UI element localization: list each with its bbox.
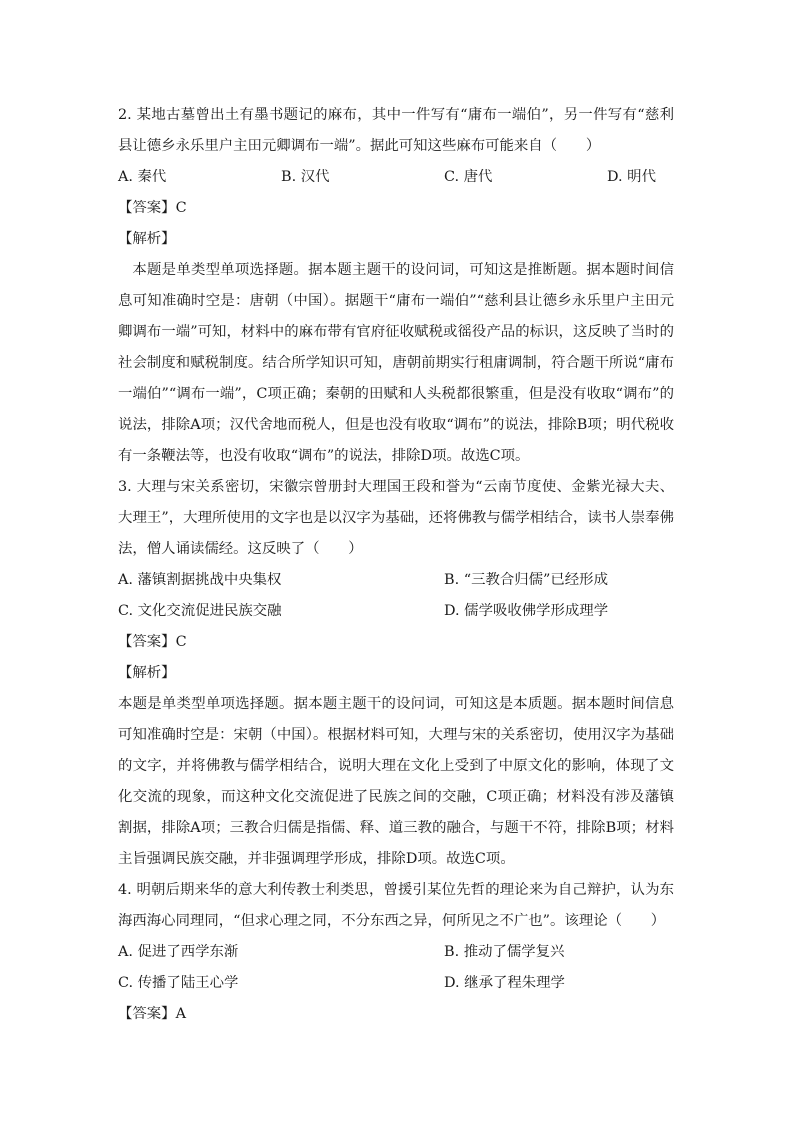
question-2-analysis-label: 【解析】 [118, 231, 176, 247]
question-3-analysis-label: 【解析】 [118, 665, 176, 681]
document-content [118, 100, 674, 1030]
question-3-options [118, 565, 674, 627]
question-2-answer: 【答案】C [118, 200, 187, 216]
question-2-option-d: D. 明代 [607, 169, 656, 185]
question-4-answer: 【答案】A [118, 1006, 186, 1022]
question-2-options [118, 162, 674, 193]
question-4-option-c: C. 传播了陆王心学 [118, 975, 239, 991]
question-3-answer: 【答案】C [118, 634, 187, 650]
question-4-options [118, 937, 674, 999]
question-3-option-d: D. 儒学吸收佛学形成理学 [444, 603, 609, 619]
question-3-analysis: 本题是单类型单项选择题。据本题主题干的设问词，可知这是本质题。据本题时间信息可知准确时空是：宋朝（中国）。根据材料可知，大理与宋的关系密切，使用汉字为基础的文字，并将佛教与儒学相结合，说明大理在文化上受到了中原文化的影响，体现了文化交流的现象，而这种文化交流促进了民族之间的交融，C项正确；材料没有涉及藩镇割据，排除A项；三教合归儒是指儒、释、道三教的融合，与题干不符，排除B项；材料主旨强调民族交融，并非强调理学形成，排除D项。故选C项。 [118, 696, 674, 867]
question-2-analysis: 本题是单类型单项选择题。据本题主题干的设问词，可知这是推断题。据本题时间信息可知准确时空是：唐朝（中国）。据题干“庸布一端伯”“慈利县让德乡永乐里户主田元卿调布一端”可知，材料中的麻布带有官府征收赋税或徭役产品的标识，这反映了当时的社会制度和赋税制度。结合所学知识可知，唐朝前期实行租庸调制，符合题干所说“庸布一端伯”“调布一端”，C项正确；秦朝的田赋和人头税都很繁重，但是没有收取“调布”的说法，排除A项；汉代舍地而税人，但是也没有收取“调布”的说法，排除B项；明代税收有一条鞭法等，也没有收取“调布”的说法，排除D项。故选C项。 [118, 262, 674, 464]
question-3-option-b: B. “三教合归儒”已经形成 [444, 572, 608, 588]
question-3-option-c: C. 文化交流促进民族交融 [118, 603, 282, 619]
question-4-option-a: A. 促进了西学东渐 [118, 944, 239, 960]
question-4-option-d: D. 继承了程朱理学 [444, 975, 565, 991]
question-2-option-c: C. 唐代 [444, 169, 493, 185]
question-3-stem: 3. 大理与宋关系密切，宋徽宗曾册封大理国王段和誉为“云南节度使、金紫光禄大夫、大理王”，大理所使用的文字也是以汉字为基础，还将佛教与儒学相结合，读书人崇奉佛法，僧人诵读儒经。这反映了（ ） [118, 479, 674, 557]
question-2-stem: 2. 某地古墓曾出土有墨书题记的麻布，其中一件写有“庸布一端伯”，另一件写有“慈利县让德乡永乐里户主田元卿调布一端”。据此可知这些麻布可能来自（ ） [118, 107, 674, 154]
question-3-option-a: A. 藩镇割据挑战中央集权 [118, 572, 282, 588]
question-4-option-b: B. 推动了儒学复兴 [444, 944, 565, 960]
question-2-option-a: A. 秦代 [118, 169, 167, 185]
question-2-option-b: B. 汉代 [281, 169, 330, 185]
question-4-stem: 4. 明朝后期来华的意大利传教士利类思，曾援引某位先哲的理论来为自己辩护，认为东海西海心同理同，“但求心理之同，不分东西之异，何所见之不广也”。该理论（ ） [118, 882, 674, 929]
